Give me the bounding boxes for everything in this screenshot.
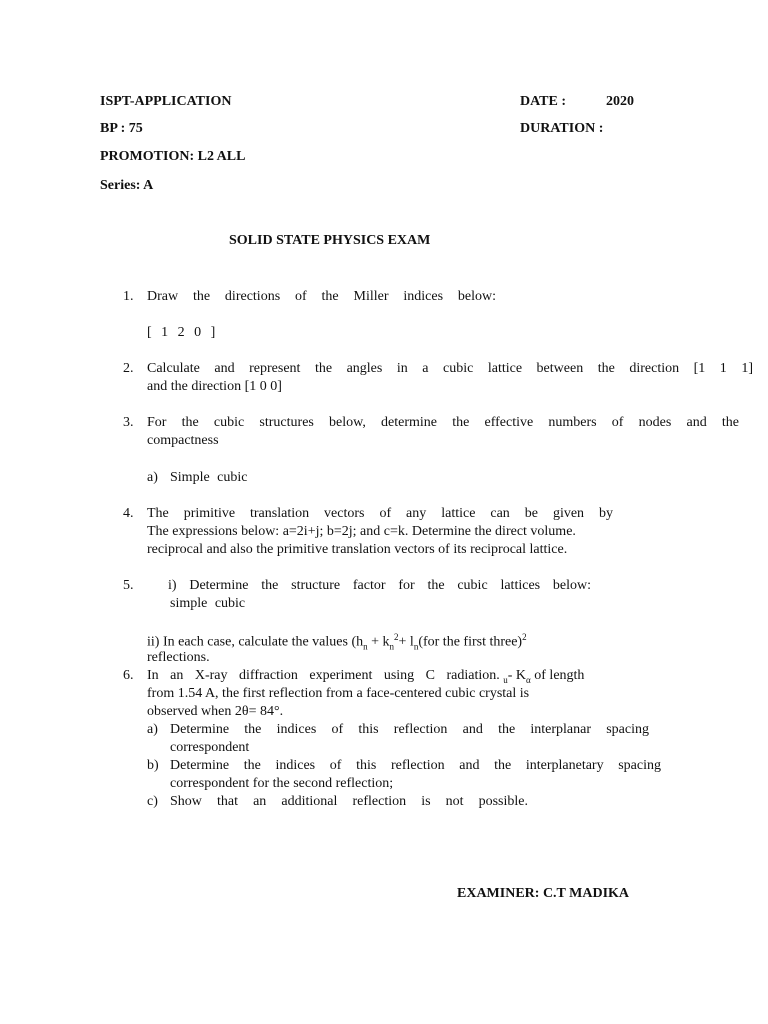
q3-number: 3. [123,415,134,430]
q3-a-text: Simple cubic [170,470,248,485]
q6-line3: observed when 2θ= 84°. [147,704,284,719]
q1-number: 1. [123,289,134,304]
q6-b-label: b) [147,758,159,773]
duration-label: DURATION : [520,121,604,136]
q6-a-line1: Determine the indices of this reflection and the interplanar spacing [170,722,649,737]
q6-b-line1: Determine the indices of this reflection and the interplanetary spacing [170,758,661,773]
q5-ii-text: ii) In each case, calculate the values ($h_n + k_n^2+ l_n(for$ the first three)$^2$ [147,632,527,652]
q3-a-label: a) [147,470,158,485]
q6-number: 6. [123,668,134,683]
series: Series: A [100,178,154,193]
bp-value: BP : 75 [100,121,143,136]
exam-title: SOLID STATE PHYSICS EXAM [229,233,431,248]
q4-number: 4. [123,506,134,521]
q2-line1: Calculate and represent the angles in a cubic lattice between the direction [1 1 1] [147,361,753,376]
q1-text: Draw the directions of the Miller indices below: [147,289,496,304]
q6-line2: from 1.54 A, the first reflection from a face-centered cubic crystal is [147,686,530,701]
q2-line2: and the direction [1 0 0] [147,379,282,394]
date-value: 2020 [606,94,634,109]
date-label: DATE : [520,94,567,109]
q5-number: 5. [123,578,134,593]
promotion: PROMOTION: L2 ALL [100,149,246,164]
q6-c-label: c) [147,794,158,809]
institution: ISPT-APPLICATION [100,94,232,109]
q2-number: 2. [123,361,134,376]
q5-i-text: i) Determine the structure factor for the cubic lattices below: [168,578,591,593]
q6-a-label: a) [147,722,158,737]
q1-indices: [ 1 2 0 ] [147,325,216,340]
q6-b-line2: correspondent for the second reflection; [170,776,394,791]
q4-line3: reciprocal and also the primitive translation vectors of its reciprocal lattice. [147,542,568,557]
q4-line2: The expressions below: a=2i+j; b=2j; and c=k. Determine the direct volume. [147,524,576,539]
q6-a-line2: correspondent [170,740,250,755]
q4-line1: The primitive translation vectors of any lattice can be given by [147,506,613,521]
q6-c-line1: Show that an additional reflection is not possible. [170,794,528,809]
q5-ii-line2: reflections. [147,650,210,665]
q5-i-sub: simple cubic [170,596,246,611]
q6-line1: In an X-ray diffraction experiment using C radiation. $_u$- $K_\alpha$ of length [147,668,585,685]
q3-line2: compactness [147,433,219,448]
q3-line1: For the cubic structures below, determine the effective numbers of nodes and the [147,415,739,430]
examiner: EXAMINER: C.T MADIKA [457,886,630,901]
